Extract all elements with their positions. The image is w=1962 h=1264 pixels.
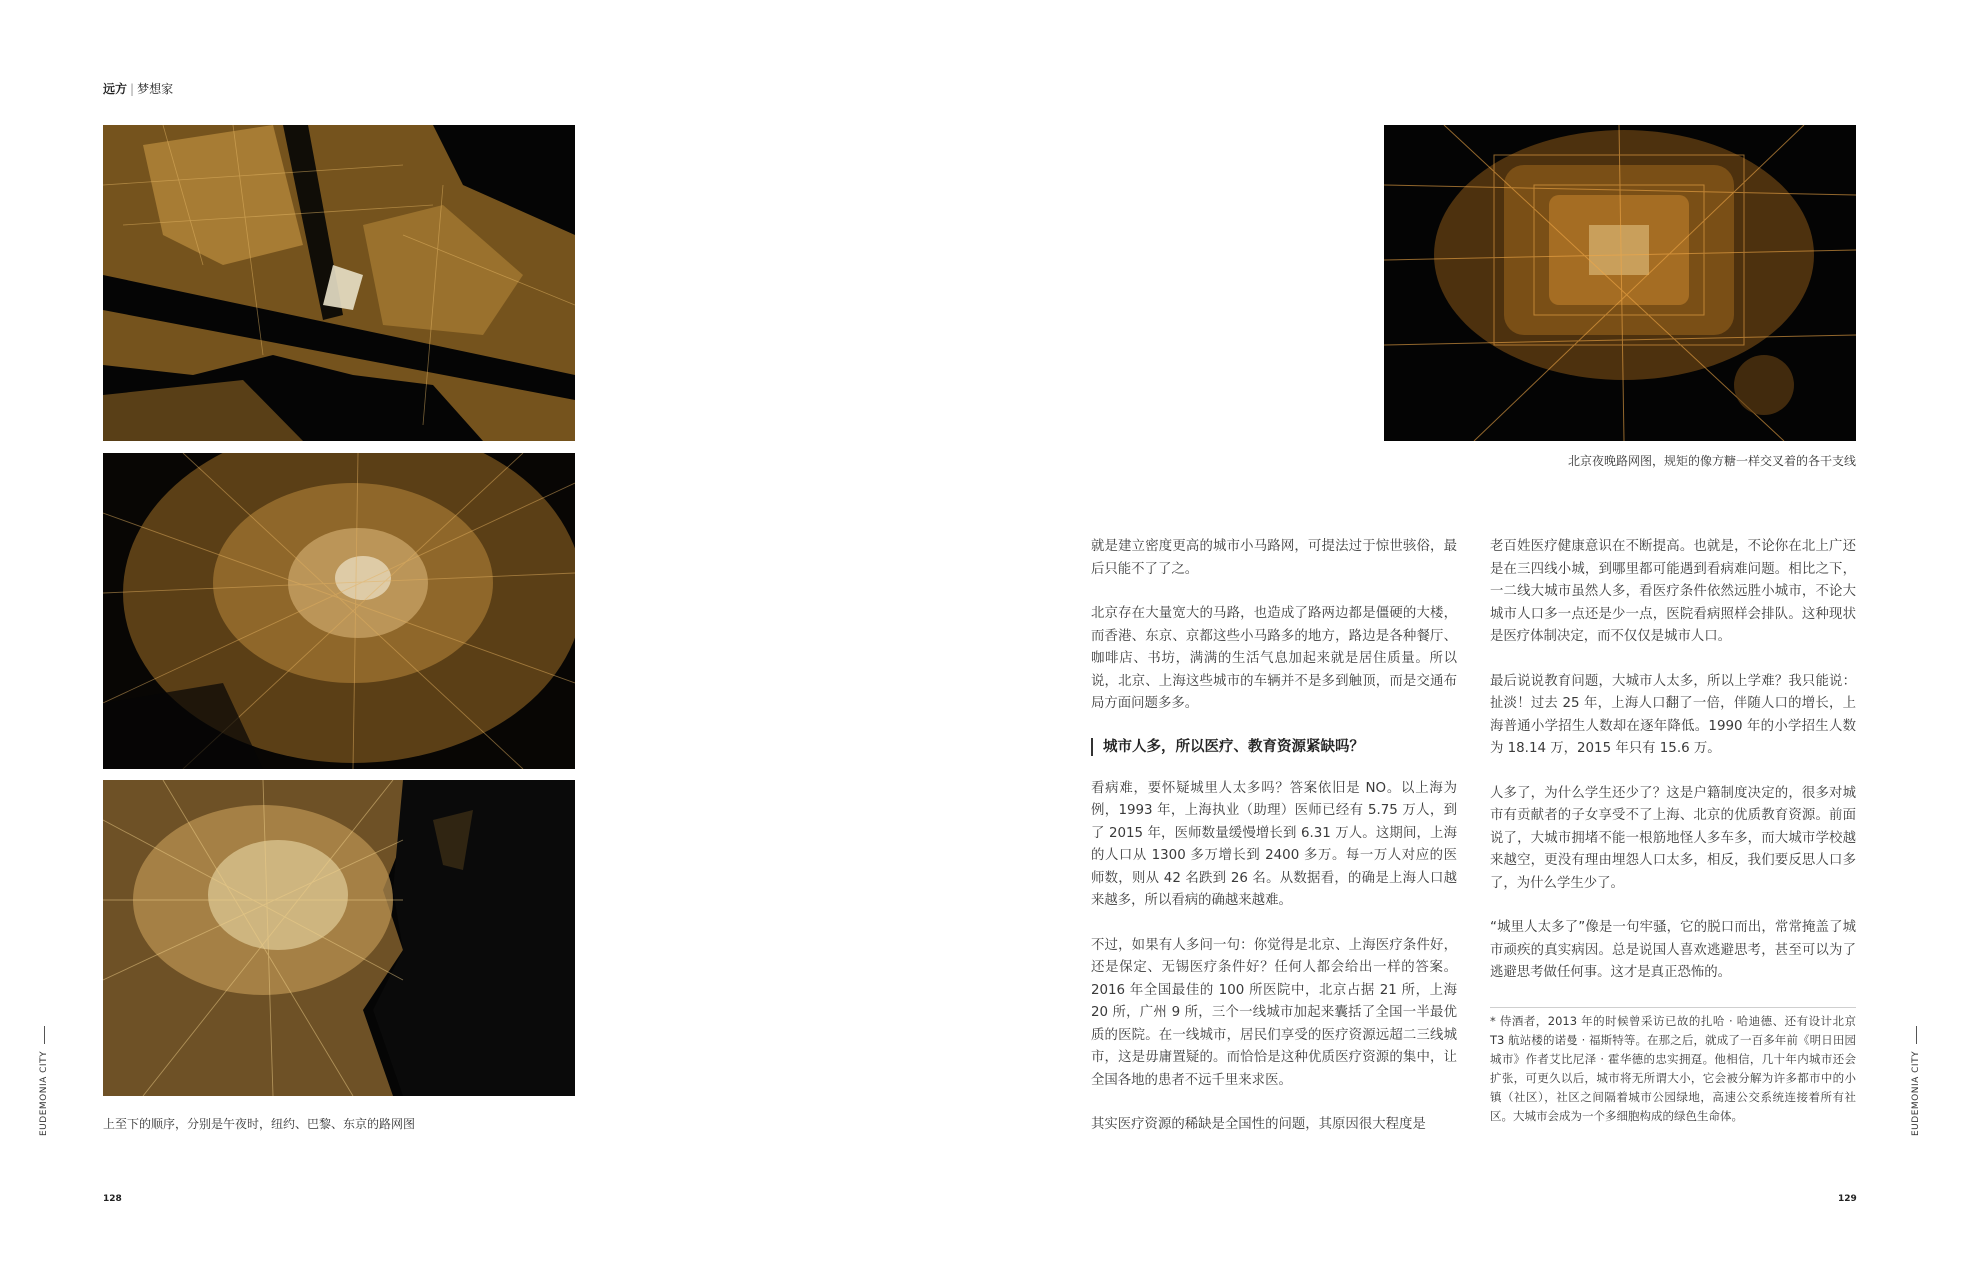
col1-paragraph-1: 就是建立密度更高的城市小马路网，可提法过于惊世骇俗，最后只能不了了之。 bbox=[1091, 539, 1457, 577]
col2-paragraph-1: 老百姓医疗健康意识在不断提高。也就是，不论你在北上广还是在三四线小城，到哪里都可能遇到看病难问题。相比之下，一二线大城市虽然人多，看医疗条件依然远胜小城市，不论大城市人口多一点还是少一点，医院看病照样会排队。这种现状是医疗体制决定，而不仅仅是城市人口。 bbox=[1490, 539, 1856, 644]
author-note: * 侍酒者，2013 年的时候曾采访已故的扎哈 · 哈迪德、还有设计北京 T3 航站楼的诺曼 · 福斯特等。在那之后，就成了一百多年前《明日田园城市》作者艾比尼泽 · 霍华德的忠实拥趸。他相信，几十年内城市还会扩张，可更久以后，城市将无所谓大小，它会被分解为许多都市中的小镇（社区），社区之间隔着城市公园绿地，高速公交系统连接着所有社区。大城市会成为一个多细胞构成的绿色生命体。 bbox=[1490, 1007, 1856, 1126]
column-name: 梦想家 bbox=[137, 82, 174, 96]
col1-paragraph-4: 不过，如果有人多问一句：你觉得是北京、上海医疗条件好，还是保定、无锡医疗条件好？任何人都会给出一样的答案。2016 年全国最佳的 100 所医院中，北京占据 21 所，上海 20 所，广州 9 所，三个一线城市加起来囊括了全国一半最优质的医院。在一线城市，居民们享受的医疗资源远超二三线城市，这是毋庸置疑的。而恰恰是这种优质医疗资源的集中，让全国各地的患者不远千里来求医。 bbox=[1091, 937, 1457, 1088]
left-photo-caption: 上至下的顺序，分别是午夜时，纽约、巴黎、东京的路网图 bbox=[103, 1117, 416, 1131]
section-separator: | bbox=[130, 82, 135, 96]
beijing-night-photo bbox=[1384, 125, 1856, 441]
col2-paragraph-2: 最后说说教育问题，大城市人太多，所以上学难？我只能说：扯淡！过去 25 年，上海人口翻了一倍，伴随人口的增长，上海普通小学招生人数却在逐年降低。1990 年的小学招生人数为 18.14 万，2015 年只有 15.6 万。 bbox=[1490, 673, 1856, 756]
right-side-rule bbox=[1916, 1026, 1917, 1044]
left-side-rule bbox=[44, 1026, 45, 1044]
section-heading: 城市人多，所以医疗、教育资源紧缺吗？ bbox=[1091, 738, 1457, 756]
text-column-1 bbox=[1091, 536, 1457, 1159]
left-page-number: 128 bbox=[103, 1194, 122, 1204]
text-column-2 bbox=[1490, 536, 1856, 1126]
section-name: 远方 bbox=[103, 82, 128, 96]
nyc-night-photo bbox=[103, 125, 575, 441]
col1-paragraph-3: 看病难，要怀疑城里人太多吗？答案依旧是 NO。以上海为例，1993 年，上海执业（助理）医师已经有 5.75 万人，到了 2015 年，医师数量缓慢增长到 6.31 万人。这期间，上海的人口从 1300 多万增长到 2400 多万。每一万人对应的医师数，则从 42 名跌到 26 名。从数据看，的确是上海人口越来越多，所以看病的确越来越难。 bbox=[1091, 780, 1457, 908]
right-photo-caption: 北京夜晚路网图，规矩的像方糖一样交叉着的各干支线 bbox=[1567, 454, 1856, 468]
col2-paragraph-3: 人多了，为什么学生还少了？这是户籍制度决定的，很多对城市有贡献者的子女享受不了上海、北京的优质教育资源。前面说了，大城市拥堵不能一根筋地怪人多车多，而大城市学校越来越空，更没有理由埋怨人口太多，相反，我们要反思人口多了，为什么学生少了。 bbox=[1490, 785, 1856, 891]
col1-paragraph-2: 北京存在大量宽大的马路，也造成了路两边都是僵硬的大楼，而香港、东京、京都这些小马路多的地方，路边是各种餐厅、咖啡店、书坊，满满的生活气息加起来就是居住质量。所以说，北京、上海这些城市的车辆并不是多到触顶，而是交通布局方面问题多多。 bbox=[1091, 606, 1457, 711]
col1-paragraph-5: 其实医疗资源的稀缺是全国性的问题，其原因很大程度是 bbox=[1091, 1117, 1426, 1132]
tokyo-night-photo bbox=[103, 780, 575, 1096]
left-side-title: EUDEMONIA CITY bbox=[39, 1050, 49, 1136]
right-side-title: EUDEMONIA CITY bbox=[1911, 1050, 1921, 1136]
right-page-number: 129 bbox=[1838, 1194, 1857, 1204]
col2-paragraph-4: “城里人太多了”像是一句牢骚，它的脱口而出，常常掩盖了城市顽疾的真实病因。总是说国人喜欢逃避思考，甚至可以为了逃避思考做任何事。这才是真正恐怖的。 bbox=[1490, 920, 1856, 980]
section-label bbox=[103, 80, 173, 97]
paris-night-photo bbox=[103, 453, 575, 769]
